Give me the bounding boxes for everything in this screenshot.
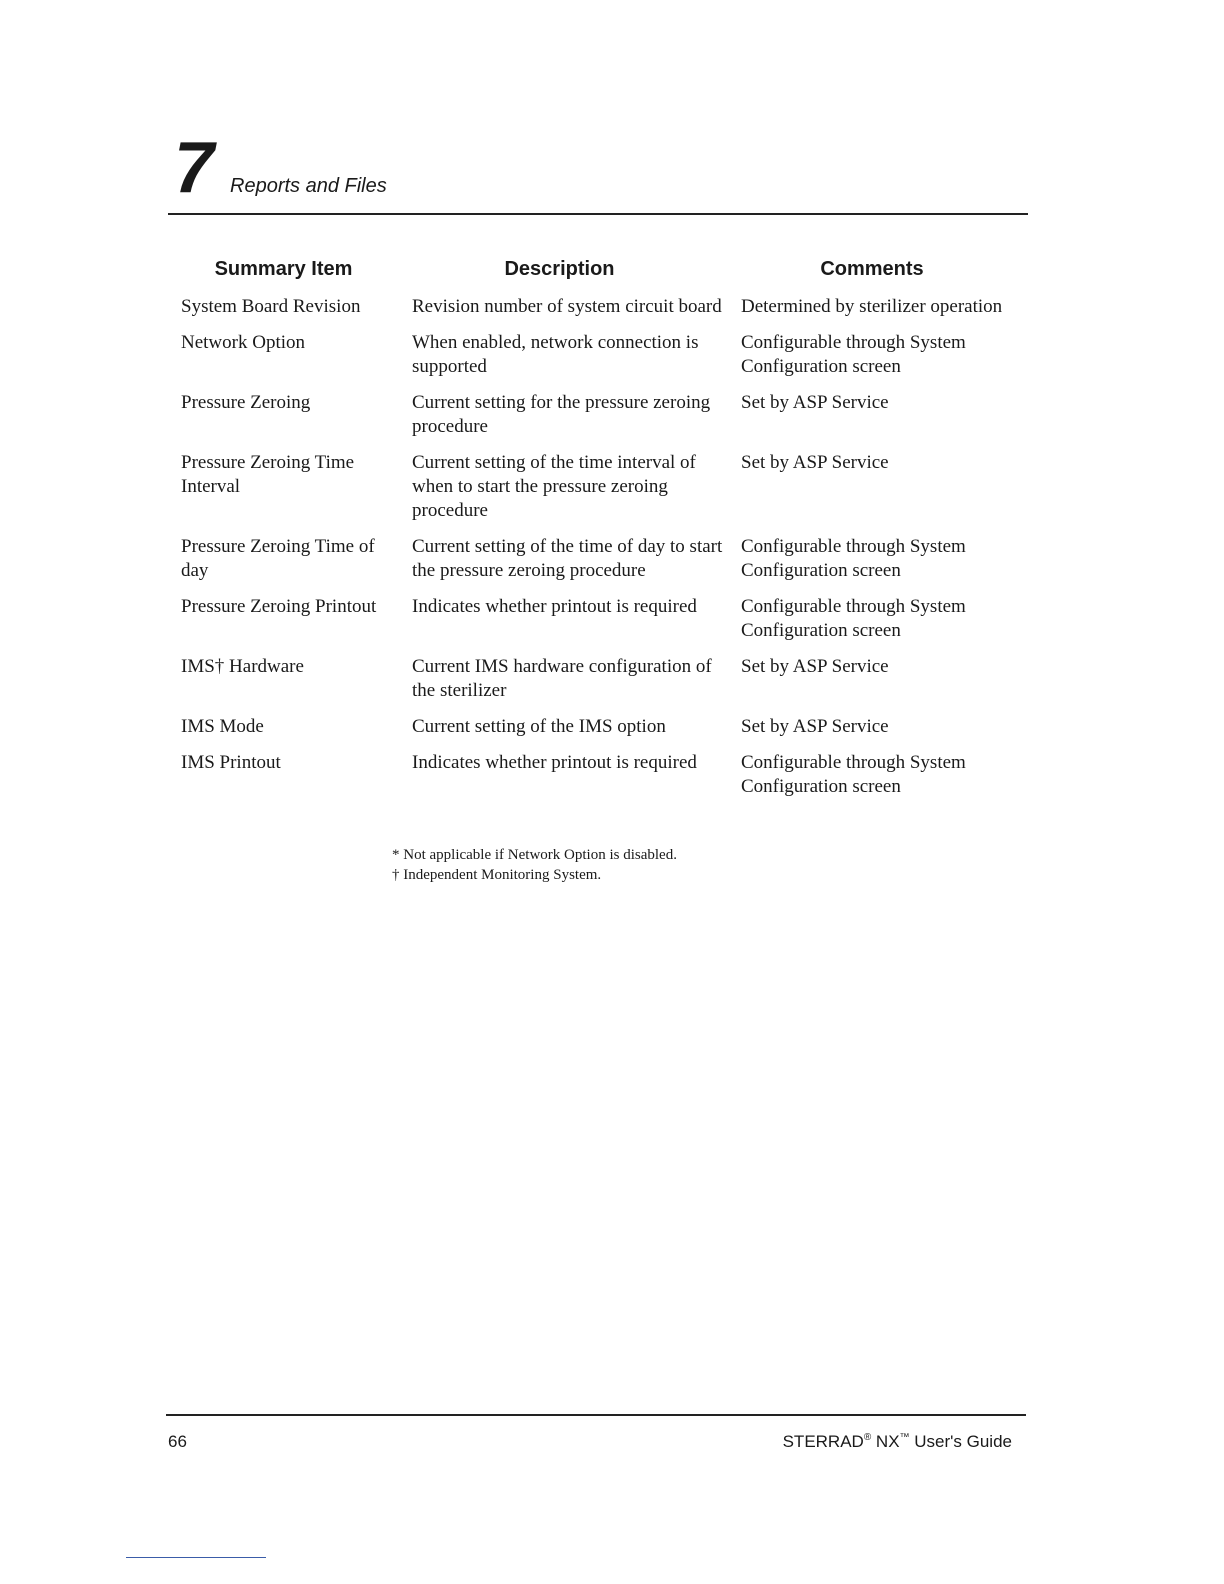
scan-artifact-line [126, 1557, 266, 1558]
description-cell: Revision number of system circuit board [412, 296, 722, 317]
description-cell: Indicates whether printout is required [412, 752, 697, 773]
table-row [181, 391, 1021, 439]
description-cell: Current setting of the IMS option [412, 716, 666, 737]
guide-name: STERRAD [782, 1432, 864, 1451]
description-cell: Current setting for the pressure zeroing procedure [412, 392, 711, 437]
comments-cell: Configurable through System Configuration screen [741, 332, 966, 377]
footnote-network-option: * Not applicable if Network Option is disabled. [392, 847, 677, 863]
table-footnotes [392, 845, 677, 885]
comments-cell: Set by ASP Service [741, 452, 889, 473]
summary-item-cell: IMS Printout [181, 752, 281, 773]
comments-cell: Set by ASP Service [741, 716, 889, 737]
description-cell: Current setting of the time interval of when to start the pressure zeroing procedure [412, 452, 696, 521]
page-number: 66 [168, 1432, 187, 1451]
header-divider [168, 213, 1028, 215]
registered-mark: ® [863, 1432, 872, 1443]
column-header-comments: Comments [820, 258, 924, 280]
table-row [181, 295, 1021, 319]
summary-item-cell: Pressure Zeroing Printout [181, 596, 377, 617]
chapter-number: 7 [174, 128, 213, 208]
table-row [181, 655, 1021, 703]
comments-cell: Determined by sterilizer operation [741, 296, 1003, 317]
summary-item-cell: Network Option [181, 332, 306, 353]
description-cell: Current IMS hardware configuration of the sterilizer [412, 656, 712, 701]
description-cell: Current setting of the time of day to start the pressure zeroing procedure [412, 536, 723, 581]
description-cell: When enabled, network connection is supported [412, 332, 699, 377]
guide-model: NX [871, 1432, 900, 1451]
guide-suffix: User's Guide [909, 1432, 1012, 1451]
comments-cell: Set by ASP Service [741, 656, 889, 677]
chapter-title: Reports and Files [230, 175, 387, 197]
footer-divider [166, 1414, 1026, 1416]
table-row [181, 715, 1021, 739]
comments-cell: Configurable through System Configuration screen [741, 596, 966, 641]
summary-item-cell: System Board Revision [181, 296, 361, 317]
summary-item-cell: Pressure Zeroing Time Interval [181, 452, 355, 497]
table-row [181, 751, 1021, 799]
trademark-mark: ™ [899, 1432, 910, 1443]
table-row [181, 535, 1021, 583]
guide-title [783, 1432, 1012, 1452]
summary-item-cell: IMS Mode [181, 716, 264, 737]
description-cell: Indicates whether printout is required [412, 596, 697, 617]
comments-cell: Set by ASP Service [741, 392, 889, 413]
summary-item-cell: Pressure Zeroing [181, 392, 311, 413]
summary-table [181, 295, 1021, 811]
footnote-ims: † Independent Monitoring System. [392, 867, 602, 883]
summary-item-cell: Pressure Zeroing Time of day [181, 536, 375, 581]
summary-item-cell: IMS† Hardware [181, 656, 304, 677]
table-row [181, 331, 1021, 379]
comments-cell: Configurable through System Configuration screen [741, 752, 966, 797]
column-header-summary-item: Summary Item [214, 258, 353, 280]
column-header-description: Description [504, 258, 615, 280]
comments-cell: Configurable through System Configuration screen [741, 536, 966, 581]
table-row [181, 595, 1021, 643]
table-row [181, 451, 1021, 523]
